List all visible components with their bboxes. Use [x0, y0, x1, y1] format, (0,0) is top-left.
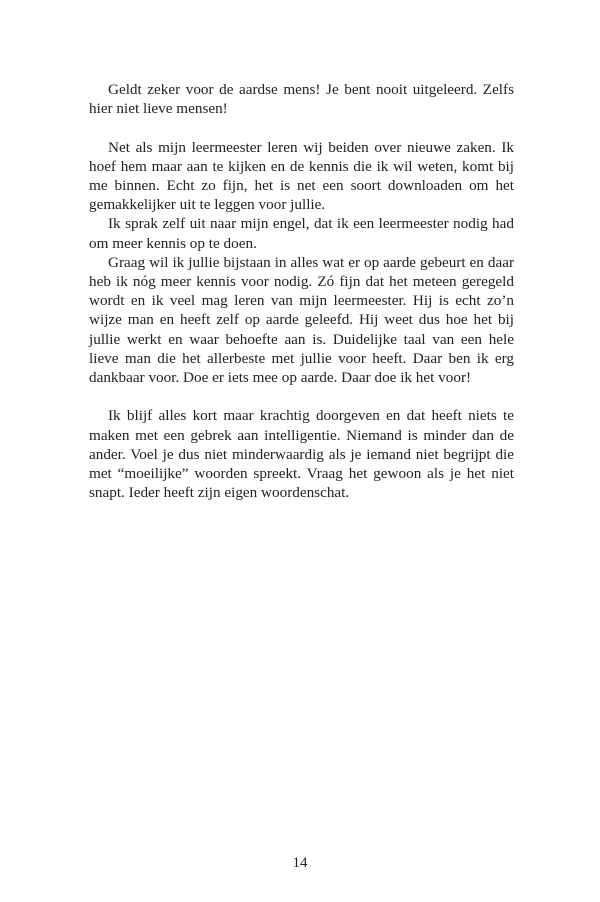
paragraph-5: Ik blijf alles kort maar krachtig doorgeven en dat heeft niets te maken met een gebrek aan intelligentie. Niemand is minder dan de ander. Voel je dus niet minderwaardig als je iemand niet begrijpt die met “moeilijke” woorden spreekt. Vraag het gewoon als je het niet snapt. Ieder heeft zijn eigen woordenschat.	[89, 407, 514, 502]
paragraph-4: Graag wil ik jullie bijstaan in alles wat er op aarde gebeurt en daar heb ik nóg meer kennis voor nodig. Zó fijn dat het meteen geregeld wordt en ik veel mag leren van mijn leermeester. Hij is echt zo’n wijze man en heeft zelf op aarde geleefd. Hij weet dus hoe het bij jullie werkt en waar behoefte aan is. Duidelijke taal van een hele lieve man die het allerbeste met jullie voor heeft. Daar ben ik erg dankbaar voor. Doe er iets mee op aarde. Daar doe ik het voor!	[89, 253, 514, 387]
paragraph-3: Ik sprak zelf uit naar mijn engel, dat ik een leermeester nodig had om meer kennis op te doen.	[89, 215, 514, 252]
page-body	[89, 80, 514, 502]
page-number: 14	[292, 855, 308, 871]
paragraph-1: Geldt zeker voor de aardse mens! Je bent nooit uitgeleerd. Zelfs hier niet lieve mensen!	[89, 81, 514, 118]
paragraph-2: Net als mijn leermeester leren wij beiden over nieuwe zaken. Ik hoef hem maar aan te kijken en de kennis die ik wil weten, komt bij me binnen. Echt zo fijn, het is net een soort downloaden om het gemakkelijker uit te leggen voor jullie.	[89, 138, 514, 214]
